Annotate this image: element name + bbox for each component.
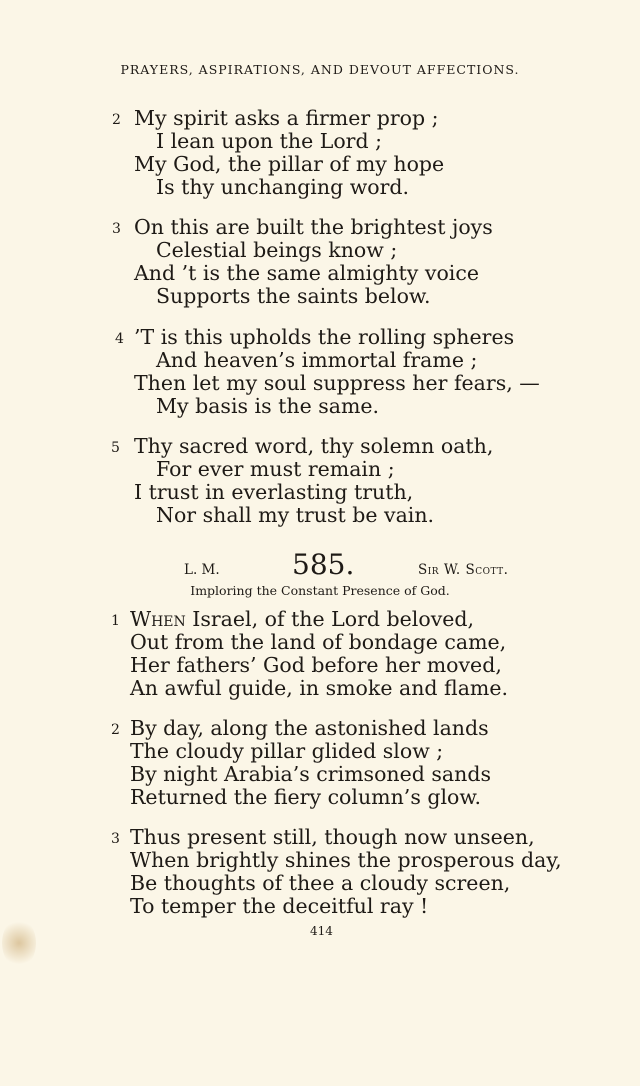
verse-line: Be thoughts of thee a cloudy screen, [130, 871, 511, 895]
verse-line: I lean upon the Lord ; [156, 129, 383, 153]
verse-line: Thus present still, though now unseen, [130, 825, 535, 849]
hymn-subtitle: Imploring the Constant Presence of God. [190, 583, 450, 598]
hymn-meter: L. M. [184, 562, 220, 578]
verse-line: When brightly shines the prosperous day, [130, 848, 562, 872]
verse-line: Nor shall my trust be vain. [156, 503, 435, 527]
hymn-author: Sir W. Scott. [418, 562, 509, 578]
stanza-number: 2 [111, 722, 120, 738]
stanza-number: 3 [112, 221, 121, 237]
verse-line: By day, along the astonished lands [130, 716, 489, 740]
stanza-number: 3 [111, 831, 120, 847]
verse-line: My basis is the same. [156, 394, 380, 418]
verse-line: Supports the saints below. [156, 284, 431, 308]
stanza-number: 5 [111, 440, 120, 456]
verse-line: Celestial beings know ; [156, 238, 398, 262]
verse-line: By night Arabia’s crimsoned sands [130, 762, 491, 786]
stanza-number: 4 [115, 331, 124, 347]
hymn-number: 585. [292, 548, 355, 581]
page-number: 414 [310, 924, 333, 938]
paper-stain [2, 918, 36, 968]
running-head: PRAYERS, ASPIRATIONS, AND DEVOUT AFFECTIONS. [120, 62, 520, 77]
verse-line-rest: Israel, of the Lord beloved, [185, 607, 475, 631]
verse-line: My God, the pillar of my hope [134, 152, 445, 176]
verse-line: The cloudy pillar glided slow ; [130, 739, 444, 763]
verse-line: An awful guide, in smoke and flame. [130, 676, 509, 700]
verse-line: ’T is this upholds the rolling spheres [134, 325, 515, 349]
verse-line: Is thy unchanging word. [156, 175, 410, 199]
verse-line: Out from the land of bondage came, [130, 630, 507, 654]
verse-line: My spirit asks a firmer prop ; [134, 106, 439, 130]
verse-line: Returned the fiery column’s glow. [130, 785, 482, 809]
verse-first-word: When [130, 607, 186, 631]
verse-line: For ever must remain ; [156, 457, 395, 481]
verse-line: On this are built the brightest joys [134, 215, 493, 239]
verse-line: Thy sacred word, thy solemn oath, [134, 434, 494, 458]
verse-line: Her fathers’ God before her moved, [130, 653, 502, 677]
verse-line: I trust in everlasting truth, [134, 480, 414, 504]
verse-line [130, 608, 474, 631]
stanza-number: 1 [111, 613, 120, 629]
verse-line: And ’t is the same almighty voice [134, 261, 479, 285]
verse-line: To temper the deceitful ray ! [130, 894, 429, 918]
verse-line: And heaven’s immortal frame ; [156, 348, 478, 372]
stanza-number: 2 [112, 112, 121, 128]
verse-line: Then let my soul suppress her fears, — [134, 371, 540, 395]
